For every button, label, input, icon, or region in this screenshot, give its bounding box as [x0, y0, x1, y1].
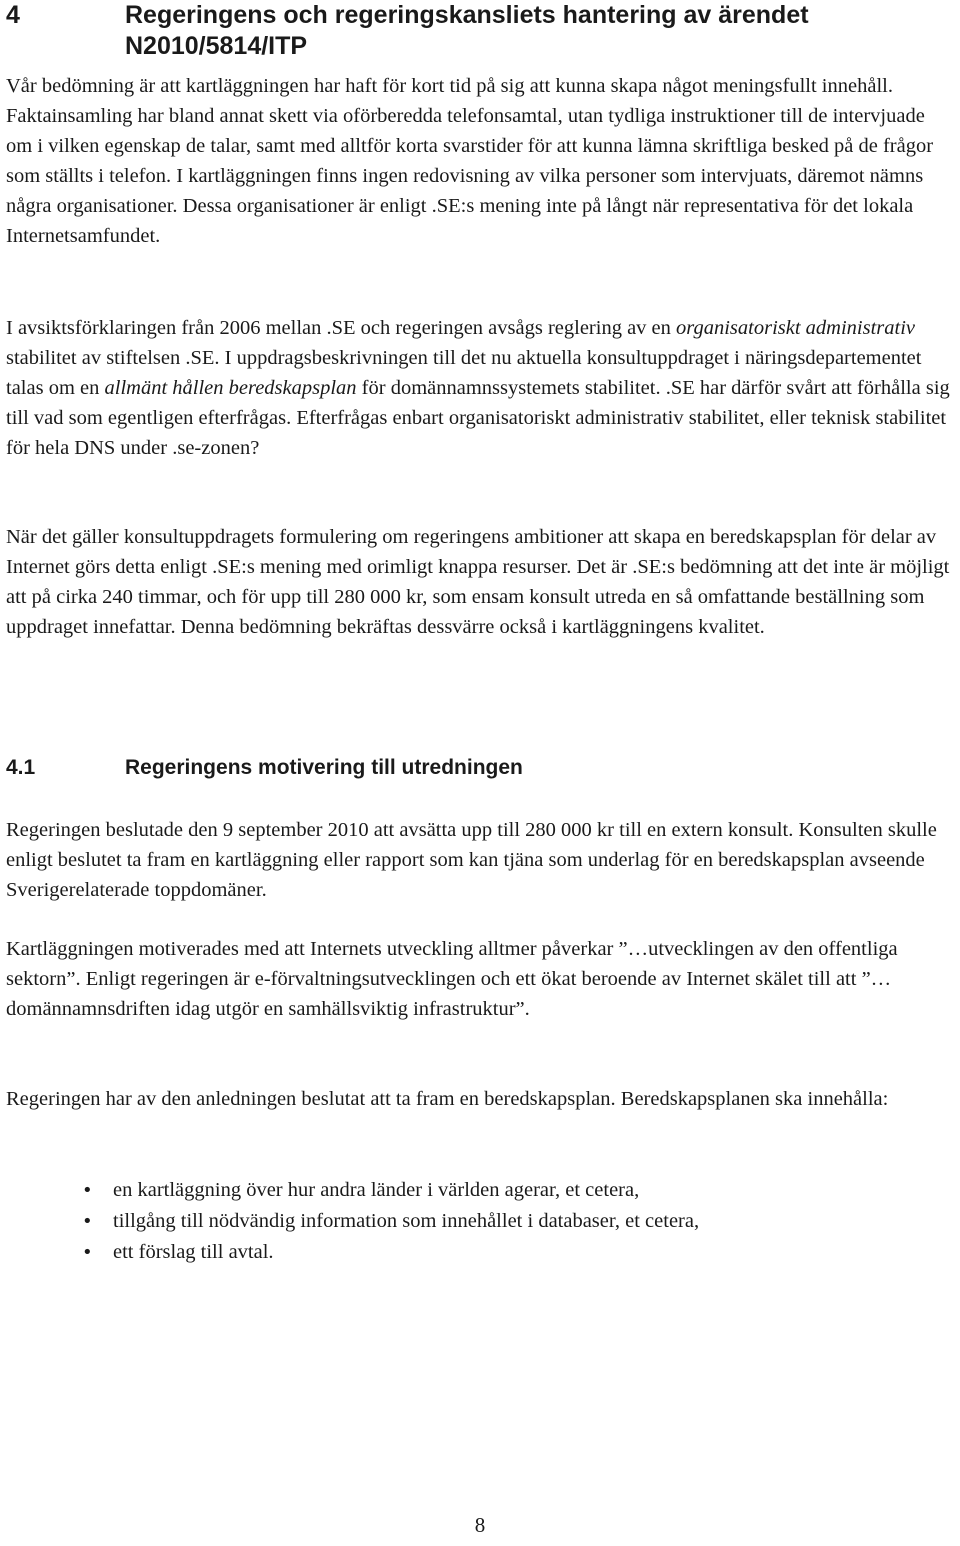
bullet-list	[0, 1175, 950, 1268]
page-number: 8	[474, 1513, 486, 1537]
paragraph-decision: Regeringen beslutade den 9 september 2010 att avsätta upp till 280 000 kr till en extern konsult. Konsulten skulle enligt beslutet ta fram en kartläggning eller rapport som kan tjäna som underlag för en beredskapsplan avseende Sverigerelaterade toppdomäner.	[6, 819, 937, 901]
text-run: för domännamnssystemets stabilitet. .SE har därför svårt att förhålla sig till vad som egentligen efterfrågas. Efterfrågas enbart organisatoriskt administrativ stabilitet, eller teknisk stabilitet för hela DNS under .se-zonen?	[6, 377, 950, 459]
subsection-number: 4.1	[6, 756, 36, 779]
list-item: • tillgång till nödvändig information som innehållet i databaser, et cetera,	[0, 1206, 950, 1237]
list-item: • en kartläggning över hur andra länder i världen agerar, et cetera,	[0, 1175, 950, 1206]
subsection-title: Regeringens motivering till utredningen	[125, 756, 523, 779]
italic-run: allmänt hållen beredskapsplan	[104, 377, 357, 399]
section-title: Regeringens och regeringskansliets hantering av ärendet N2010/5814/ITP	[125, 1, 809, 60]
paragraph-plan-contents: Regeringen har av den anledningen beslutat att ta fram en beredskapsplan. Beredskapsplanen ska innehålla:	[6, 1088, 889, 1110]
italic-run: organisatoriskt administrativ	[676, 317, 916, 339]
paragraph-motivation: Kartläggningen motiverades med att Internets utveckling alltmer påverkar ”…utvecklingen av den offentliga sektorn”. Enligt regeringen är e-förvaltningsutvecklingen och ett ökat beroende av Internet skälet till att ”…domännamnsdriften idag utgör en samhällsviktig infrastruktur”.	[6, 938, 898, 1020]
text-run: stabilitet av stiftelsen .SE. I uppdragsbeskrivningen till det nu aktuella konsultuppdraget i näringsdepartementet talas om en	[6, 347, 922, 399]
section-number: 4	[6, 1, 20, 29]
paragraph-assessment: Vår bedömning är att kartläggningen har haft för kort tid på sig att kunna skapa något meningsfullt innehåll. Faktainsamling har bland annat skett via oförberedda telefonsamtal, utan tydliga instruktioner till de intervjuade om i vilken egenskap de talar, samt med alltför korta svarstider för att kunna lämna skriftliga besked på de frågor som ställts i telefon. I kartläggningen finns ingen redovisning av vilka personer som intervjuats, däremot nämns några organisationer. Dessa organisationer är enligt .SE:s mening inte på långt när representativa för det lokala Internetsamfundet.	[6, 75, 934, 247]
list-item: • ett förslag till avtal.	[0, 1237, 950, 1268]
section-heading	[6, 0, 956, 62]
paragraph-resources: När det gäller konsultuppdragets formulering om regeringens ambitioner att skapa en beredskapsplan för delar av Internet görs detta enligt .SE:s mening med orimligt knappa resurser. Det är .SE:s bedömning att det inte är möjligt att på cirka 240 timmar, och för upp till 280 000 kr, som ensam konsult utreda en så omfattande beställning som uppdraget innefattar. Denna bedömning bekräftas dessvärre också i kartläggningens kvalitet.	[6, 526, 950, 638]
text-run: I avsiktsförklaringen från 2006 mellan .SE och regeringen avsågs reglering av en	[6, 317, 677, 339]
subsection-heading	[6, 753, 956, 783]
paragraph-intent-declaration	[6, 313, 956, 463]
